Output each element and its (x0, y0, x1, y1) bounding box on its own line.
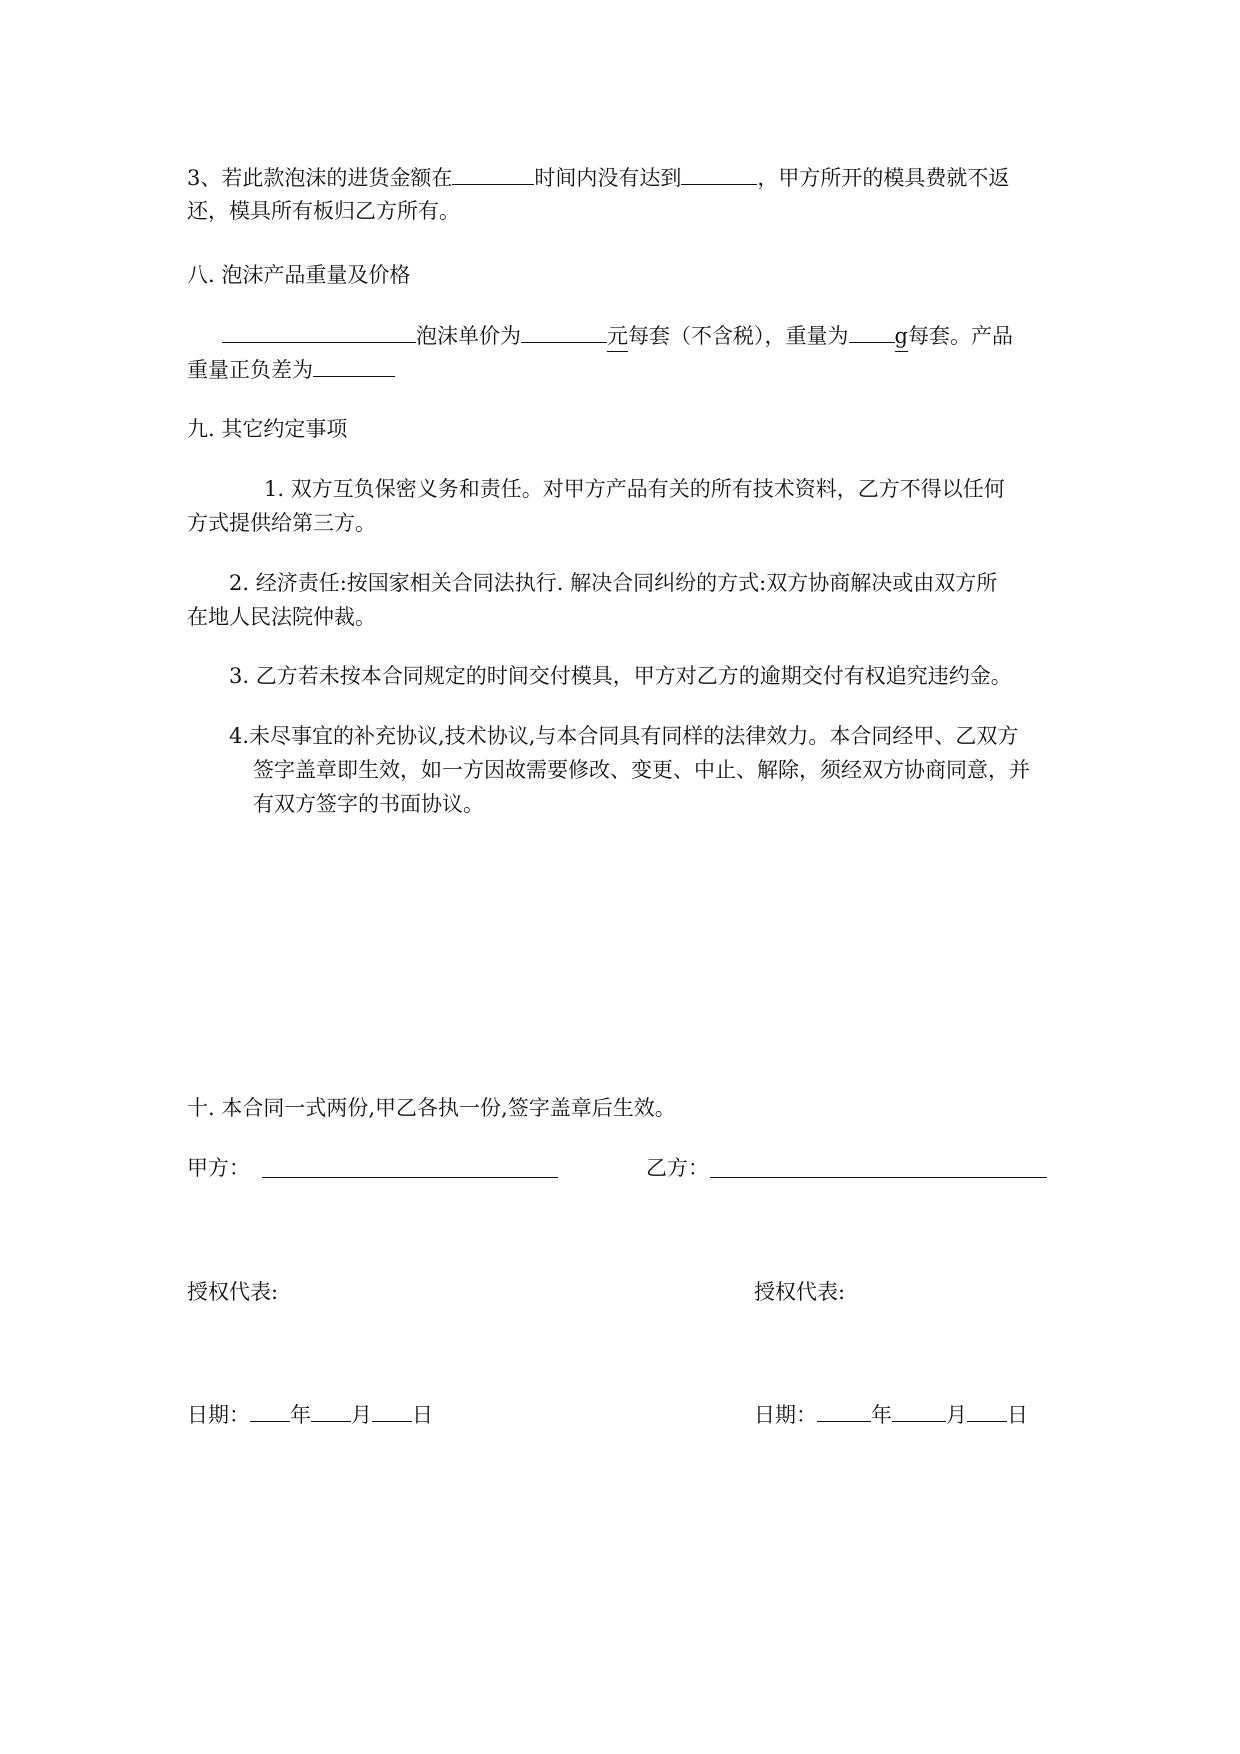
date-a-line (187, 1399, 433, 1430)
clause-3-text-b: 时间内没有达到 (534, 166, 682, 190)
date-b-month-field[interactable] (892, 1399, 946, 1422)
section-8-text-c: 每套（不含税），重量为 (628, 324, 849, 348)
section-9-item-1-line-2: 方式提供给第三方。 (187, 511, 376, 535)
date-b-year-label: 年 (871, 1403, 892, 1427)
date-a-label: 日期： (187, 1403, 250, 1427)
rep-b-label: 授权代表: (754, 1280, 846, 1304)
section-8-text-e: 每套。产品 (907, 324, 1013, 348)
section-9-item-2-line-1: 2. 经济责任:按国家相关合同法执行. 解决合同纠纷的方式:双方协商解决或由双方所 (229, 571, 998, 595)
clause-3-line-2: 还，模具所有板归乙方所有。 (187, 199, 460, 223)
date-a-day-label: 日 (412, 1403, 433, 1427)
section-8-line-2 (187, 354, 395, 385)
date-a-month-field[interactable] (311, 1399, 351, 1422)
section-9-item-3: 3. 乙方若未按本合同规定的时间交付模具，甲方对乙方的逾期交付有权追究违约金。 (229, 664, 1012, 688)
section-8-heading: 八. 泡沫产品重量及价格 (187, 263, 411, 287)
section-10-heading: 十. 本合同一式两份,甲乙各执一份,签字盖章后生效。 (187, 1096, 676, 1120)
section-9-item-2-line-2: 在地人民法院仲裁。 (187, 605, 376, 629)
blank-time-field[interactable] (452, 162, 534, 185)
blank-tolerance-field[interactable] (313, 354, 395, 377)
date-a-month-label: 月 (351, 1403, 372, 1427)
section-8-text-b: 元 (607, 321, 628, 352)
date-b-label: 日期： (754, 1403, 817, 1427)
blank-amount-field[interactable] (681, 162, 757, 185)
blank-unit-price-field[interactable] (521, 320, 607, 343)
date-a-year-label: 年 (290, 1403, 311, 1427)
date-b-month-label: 月 (946, 1403, 967, 1427)
section-8-line-1 (222, 320, 1013, 352)
clause-3-text-a: 3、若此款泡沫的进货金额在 (187, 166, 453, 190)
party-b-label: 乙方： (646, 1156, 709, 1180)
rep-a-label: 授权代表: (187, 1280, 279, 1304)
date-b-day-label: 日 (1007, 1403, 1028, 1427)
section-9-item-1-line-1: 1. 双方互负保密义务和责任。对甲方产品有关的所有技术资料，乙方不得以任何 (264, 477, 1005, 501)
date-b-year-field[interactable] (817, 1399, 871, 1422)
date-b-day-field[interactable] (967, 1399, 1007, 1422)
date-b-line (754, 1399, 1028, 1430)
clause-3-line-1 (187, 162, 1009, 193)
date-a-year-field[interactable] (250, 1399, 290, 1422)
clause-3-text-c: ，甲方所开的模具费就不返 (757, 166, 1010, 190)
section-9-item-4-line-2: 签字盖章即生效，如一方因故需要修改、变更、中止、解除，须经双方协商同意，并 (253, 758, 1030, 782)
section-8-text-f: 重量正负差为 (187, 358, 313, 382)
section-8-text-a: 泡沫单价为 (416, 324, 521, 348)
party-a-signature-field[interactable] (262, 1155, 558, 1178)
party-b-line (646, 1153, 709, 1183)
blank-weight-field[interactable] (849, 320, 895, 343)
party-a-label: 甲方： (187, 1156, 250, 1180)
section-8-text-d: g (895, 321, 908, 352)
party-a-line (187, 1153, 250, 1183)
section-9-heading: 九. 其它约定事项 (187, 417, 348, 441)
date-a-day-field[interactable] (372, 1399, 412, 1422)
section-9-item-4-line-3: 有双方签字的书面协议。 (253, 792, 484, 816)
blank-product-name-field[interactable] (222, 320, 416, 343)
section-9-item-4-line-1: 4.未尽事宜的补充协议,技术协议,与本合同具有同样的法律效力。本合同经甲、乙双方 (229, 724, 1019, 748)
party-b-signature-field[interactable] (710, 1155, 1047, 1178)
